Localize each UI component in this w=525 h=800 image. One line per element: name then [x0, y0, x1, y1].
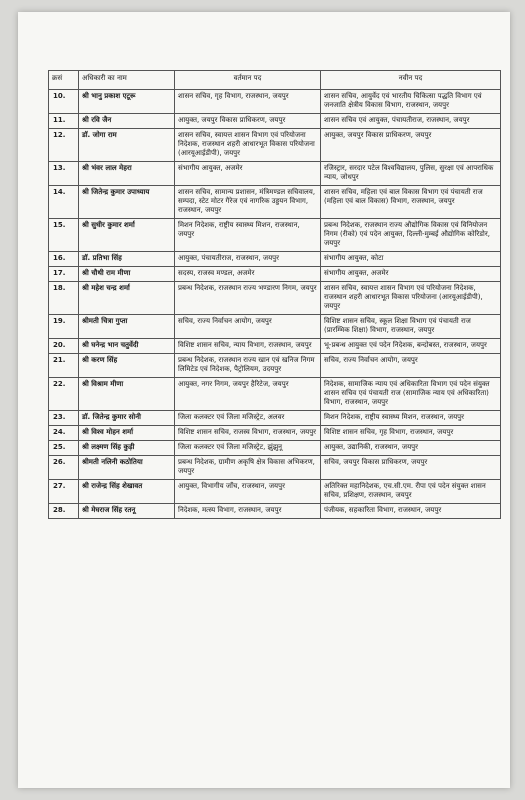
officer-name-cell: श्री भानु प्रकाश एटूरू: [79, 90, 175, 114]
officer-name-cell: श्री चौथी राम मीणा: [79, 267, 175, 282]
serial-number-cell: 18.: [49, 282, 79, 315]
table-row: [49, 267, 501, 282]
current-post-cell: संभागीय आयुक्त, अजमेर: [175, 162, 321, 186]
new-post-cell: संभागीय आयुक्त, अजमेर: [321, 267, 501, 282]
serial-number-cell: 11.: [49, 114, 79, 129]
new-post-cell: शासन सचिव, आयुर्वेद एवं भारतीय चिकित्सा पद्धति विभाग एवं जनजाति क्षेत्रीय विकास विभाग, राजस्थान, जयपुर: [321, 90, 501, 114]
table-row: [49, 315, 501, 339]
current-post-cell: विशिष्ट शासन सचिव, राजस्व विभाग, राजस्थान, जयपुर: [175, 426, 321, 441]
serial-number-cell: 22.: [49, 378, 79, 411]
table-row: [49, 129, 501, 162]
table-row: [49, 90, 501, 114]
transfer-table: [48, 70, 501, 519]
table-row: [49, 186, 501, 219]
new-post-cell: प्रबन्ध निदेशक, राजस्थान राज्य औद्योगिक विकास एवं विनियोजन निगम (रीको) एवं पदेन आयुक्त, दिल्ली-मुम्बई औद्योगिक कोरिडोर, जयपुर: [321, 219, 501, 252]
officer-name-cell: श्री जितेन्द्र कुमार उपाध्याय: [79, 186, 175, 219]
current-post-cell: प्रबन्ध निदेशक, राजस्थान राज्य भण्डारण निगम, जयपुर: [175, 282, 321, 315]
officer-name-cell: श्री राजेन्द्र सिंह शेखावत: [79, 480, 175, 504]
serial-number-cell: 28.: [49, 504, 79, 519]
serial-number-cell: 25.: [49, 441, 79, 456]
table-row: [49, 114, 501, 129]
header-current-post: वर्तमान पद: [175, 71, 321, 90]
header-new-post: नवीन पद: [321, 71, 501, 90]
new-post-cell: सचिव, जयपुर विकास प्राधिकरण, जयपुर: [321, 456, 501, 480]
current-post-cell: सदस्य, राजस्व मण्डल, अजमेर: [175, 267, 321, 282]
new-post-cell: निदेशक, सामाजिक न्याय एवं अधिकारिता विभाग एवं पदेन संयुक्त शासन सचिव एवं पंचायती राज (सामाजिक न्याय एवं अधिकारिता) विभाग, राजस्थान, जयपुर: [321, 378, 501, 411]
document-page: [18, 12, 510, 788]
officer-name-cell: श्री करण सिंह: [79, 354, 175, 378]
officer-name-cell: श्री भंवर लाल मेहरा: [79, 162, 175, 186]
officer-name-cell: श्रीमती नलिनी कठोतिया: [79, 456, 175, 480]
table-row: [49, 480, 501, 504]
serial-number-cell: 27.: [49, 480, 79, 504]
new-post-cell: शासन सचिव, महिला एवं बाल विकास विभाग एवं पंचायती राज (महिला एवं बाल विकास) विभाग, राजस्थान, जयपुर: [321, 186, 501, 219]
current-post-cell: आयुक्त, नगर निगम, जयपुर हैरिटेज, जयपुर: [175, 378, 321, 411]
serial-number-cell: 10.: [49, 90, 79, 114]
officer-name-cell: श्री सुधीर कुमार शर्मा: [79, 219, 175, 252]
new-post-cell: आयुक्त, उद्यानिकी, राजस्थान, जयपुर: [321, 441, 501, 456]
current-post-cell: मिशन निदेशक, राष्ट्रीय स्वास्थ्य मिशन, राजस्थान, जयपुर: [175, 219, 321, 252]
serial-number-cell: 17.: [49, 267, 79, 282]
current-post-cell: शासन सचिव, स्वायत्त शासन विभाग एवं परियोजना निदेशक, राजस्थान शहरी आधारभूत विकास परियोजना (आरयूआईडीपी), जयपुर: [175, 129, 321, 162]
new-post-cell: विशिष्ट शासन सचिव, गृह विभाग, राजस्थान, जयपुर: [321, 426, 501, 441]
new-post-cell: अतिरिक्त महानिदेशक, एच.सी.एम. रीपा एवं पदेन संयुक्त शासन सचिव, प्रशिक्षण, राजस्थान, जयपुर: [321, 480, 501, 504]
table-row: [49, 252, 501, 267]
new-post-cell: मिशन निदेशक, राष्ट्रीय स्वास्थ्य मिशन, राजस्थान, जयपुर: [321, 411, 501, 426]
serial-number-cell: 23.: [49, 411, 79, 426]
table-body: [49, 90, 501, 519]
header-sno: क्रसं: [49, 71, 79, 90]
current-post-cell: आयुक्त, जयपुर विकास प्राधिकरण, जयपुर: [175, 114, 321, 129]
table-row: [49, 426, 501, 441]
serial-number-cell: 15.: [49, 219, 79, 252]
table-row: [49, 162, 501, 186]
current-post-cell: आयुक्त, पंचायतीराज, राजस्थान, जयपुर: [175, 252, 321, 267]
new-post-cell: आयुक्त, जयपुर विकास प्राधिकरण, जयपुर: [321, 129, 501, 162]
officer-name-cell: डॉ. प्रतिभा सिंह: [79, 252, 175, 267]
table-row: [49, 378, 501, 411]
new-post-cell: संभागीय आयुक्त, कोटा: [321, 252, 501, 267]
serial-number-cell: 19.: [49, 315, 79, 339]
serial-number-cell: 24.: [49, 426, 79, 441]
new-post-cell: विशिष्ट शासन सचिव, स्कूल शिक्षा विभाग एवं पंचायती राज (प्रारम्भिक शिक्षा) विभाग, राजस्थान, जयपुर: [321, 315, 501, 339]
officer-name-cell: श्री विश्राम मीणा: [79, 378, 175, 411]
current-post-cell: शासन सचिव, गृह विभाग, राजस्थान, जयपुर: [175, 90, 321, 114]
officer-name-cell: डॉ. जितेन्द्र कुमार सोनी: [79, 411, 175, 426]
officer-name-cell: श्री घनेन्द्र भान चतुर्वेदी: [79, 339, 175, 354]
serial-number-cell: 26.: [49, 456, 79, 480]
officer-name-cell: श्री लक्ष्मण सिंह कुड़ी: [79, 441, 175, 456]
table-row: [49, 456, 501, 480]
serial-number-cell: 21.: [49, 354, 79, 378]
serial-number-cell: 14.: [49, 186, 79, 219]
table-row: [49, 282, 501, 315]
header-officer-name: अधिकारी का नाम: [79, 71, 175, 90]
table-row: [49, 441, 501, 456]
current-post-cell: प्रबन्ध निदेशक, राजस्थान राज्य खान एवं खनिज निगम लिमिटेड एवं निदेशक, पैट्रोलियम, उदयपुर: [175, 354, 321, 378]
table-row: [49, 219, 501, 252]
officer-name-cell: श्री महेश चन्द्र शर्मा: [79, 282, 175, 315]
current-post-cell: विशिष्ट शासन सचिव, न्याय विभाग, राजस्थान, जयपुर: [175, 339, 321, 354]
serial-number-cell: 12.: [49, 129, 79, 162]
officer-name-cell: श्री मेघराज सिंह रतनू: [79, 504, 175, 519]
new-post-cell: रजिस्ट्रार, सरदार पटेल विश्वविद्यालय, पुलिस, सुरक्षा एवं आपराधिक न्याय, जोधपुर: [321, 162, 501, 186]
table-row: [49, 504, 501, 519]
new-post-cell: पंजीयक, सहकारिता विभाग, राजस्थान, जयपुर: [321, 504, 501, 519]
serial-number-cell: 13.: [49, 162, 79, 186]
current-post-cell: सचिव, राज्य निर्वाचन आयोग, जयपुर: [175, 315, 321, 339]
serial-number-cell: 20.: [49, 339, 79, 354]
new-post-cell: भू-प्रबन्ध आयुक्त एवं पदेन निदेशक, बन्दोबस्त, राजस्थान, जयपुर: [321, 339, 501, 354]
officer-name-cell: डॉ. जोगा राम: [79, 129, 175, 162]
new-post-cell: सचिव, राज्य निर्वाचन आयोग, जयपुर: [321, 354, 501, 378]
table-row: [49, 339, 501, 354]
serial-number-cell: 16.: [49, 252, 79, 267]
current-post-cell: प्रबन्ध निदेशक, ग्रामीण अकृषि क्षेत्र विकास अभिकरण, जयपुर: [175, 456, 321, 480]
current-post-cell: आयुक्त, विभागीय जाँच, राजस्थान, जयपुर: [175, 480, 321, 504]
new-post-cell: शासन सचिव एवं आयुक्त, पंचायतीराज, राजस्थान, जयपुर: [321, 114, 501, 129]
current-post-cell: जिला कलक्टर एवं जिला मजिस्ट्रेट, झुंझुनू: [175, 441, 321, 456]
officer-name-cell: श्री रवि जैन: [79, 114, 175, 129]
current-post-cell: जिला कलक्टर एवं जिला मजिस्ट्रेट, अलवर: [175, 411, 321, 426]
current-post-cell: शासन सचिव, सामान्य प्रशासन, मंत्रिमण्डल सचिवालय, सम्पदा, स्टेट मोटर गैरेज एवं नागरिक उड्डयन विभाग, राजस्थान, जयपुर: [175, 186, 321, 219]
table-row: [49, 354, 501, 378]
current-post-cell: निदेशक, मत्स्य विभाग, राजस्थान, जयपुर: [175, 504, 321, 519]
new-post-cell: शासन सचिव, स्वायत्त शासन विभाग एवं परियोजना निदेशक, राजस्थान शहरी आधारभूत विकास परियोजना (आरयूआईडीपी), जयपुर: [321, 282, 501, 315]
officer-name-cell: श्रीमती चित्रा गुप्ता: [79, 315, 175, 339]
table-header-row: [49, 71, 501, 90]
table-row: [49, 411, 501, 426]
officer-name-cell: श्री विश्व मोहन शर्मा: [79, 426, 175, 441]
